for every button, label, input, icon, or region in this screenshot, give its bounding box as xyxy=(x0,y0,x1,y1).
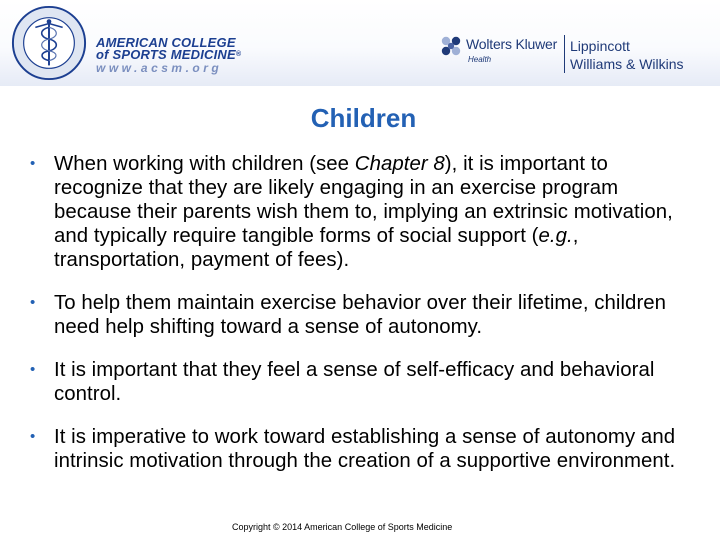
publisher-name: Wolters Kluwer xyxy=(466,36,558,52)
bullet-text: It is imperative to work toward establishing a sense of autonomy and intrinsic motivation through the creation of a supportive environment. xyxy=(54,426,676,472)
bullet-marker: • xyxy=(30,428,36,445)
bullet-text-part: , transportation, payment of fees). xyxy=(54,225,579,271)
wolters-kluwer-logo-icon xyxy=(440,35,462,57)
bullet-marker: • xyxy=(30,361,36,378)
acsm-name-line1: AMERICAN COLLEGE xyxy=(96,35,236,50)
registered-mark: ® xyxy=(235,51,242,58)
slide-header xyxy=(0,0,720,86)
bullet-text: It is important that they feel a sense of self-efficacy and behavioral control. xyxy=(54,359,655,405)
imprint-wordmark xyxy=(570,37,684,73)
bullet-text-part: When working with children (see xyxy=(54,153,355,175)
acsm-seal-icon xyxy=(10,4,88,82)
imprint-line1: Lippincott xyxy=(570,38,630,54)
eg-abbreviation: e.g. xyxy=(538,225,573,247)
bullet-item xyxy=(30,291,695,339)
acsm-name-line2: of SPORTS MEDICINE® xyxy=(96,47,242,62)
bullet-item xyxy=(30,425,695,473)
slide-title: Children xyxy=(310,103,417,133)
copyright-footer: Copyright © 2014 American College of Sports Medicine xyxy=(232,522,453,532)
chapter-reference: Chapter 8 xyxy=(354,153,445,175)
bullet-marker: • xyxy=(30,155,36,172)
bullet-text-part: ), it is important to recognize that they are likely engaging in an exercise program because their parents wish them to, implying an extrinsic motivation, and typically require tangible forms of social support ( xyxy=(54,153,673,247)
acsm-wordmark xyxy=(96,37,241,75)
bullet-item xyxy=(30,358,695,406)
bullet-item xyxy=(30,152,695,272)
imprint-line2: Williams & Wilkins xyxy=(570,56,684,72)
bullet-list xyxy=(30,152,695,473)
bullet-text: To help them maintain exercise behavior over their lifetime, children need help shifting toward a sense of autonomy. xyxy=(54,292,667,338)
bullet-marker: • xyxy=(30,294,36,311)
publisher-divider xyxy=(564,35,565,73)
publisher-division: Health xyxy=(468,55,492,64)
acsm-website: www.acsm.org xyxy=(96,61,223,75)
